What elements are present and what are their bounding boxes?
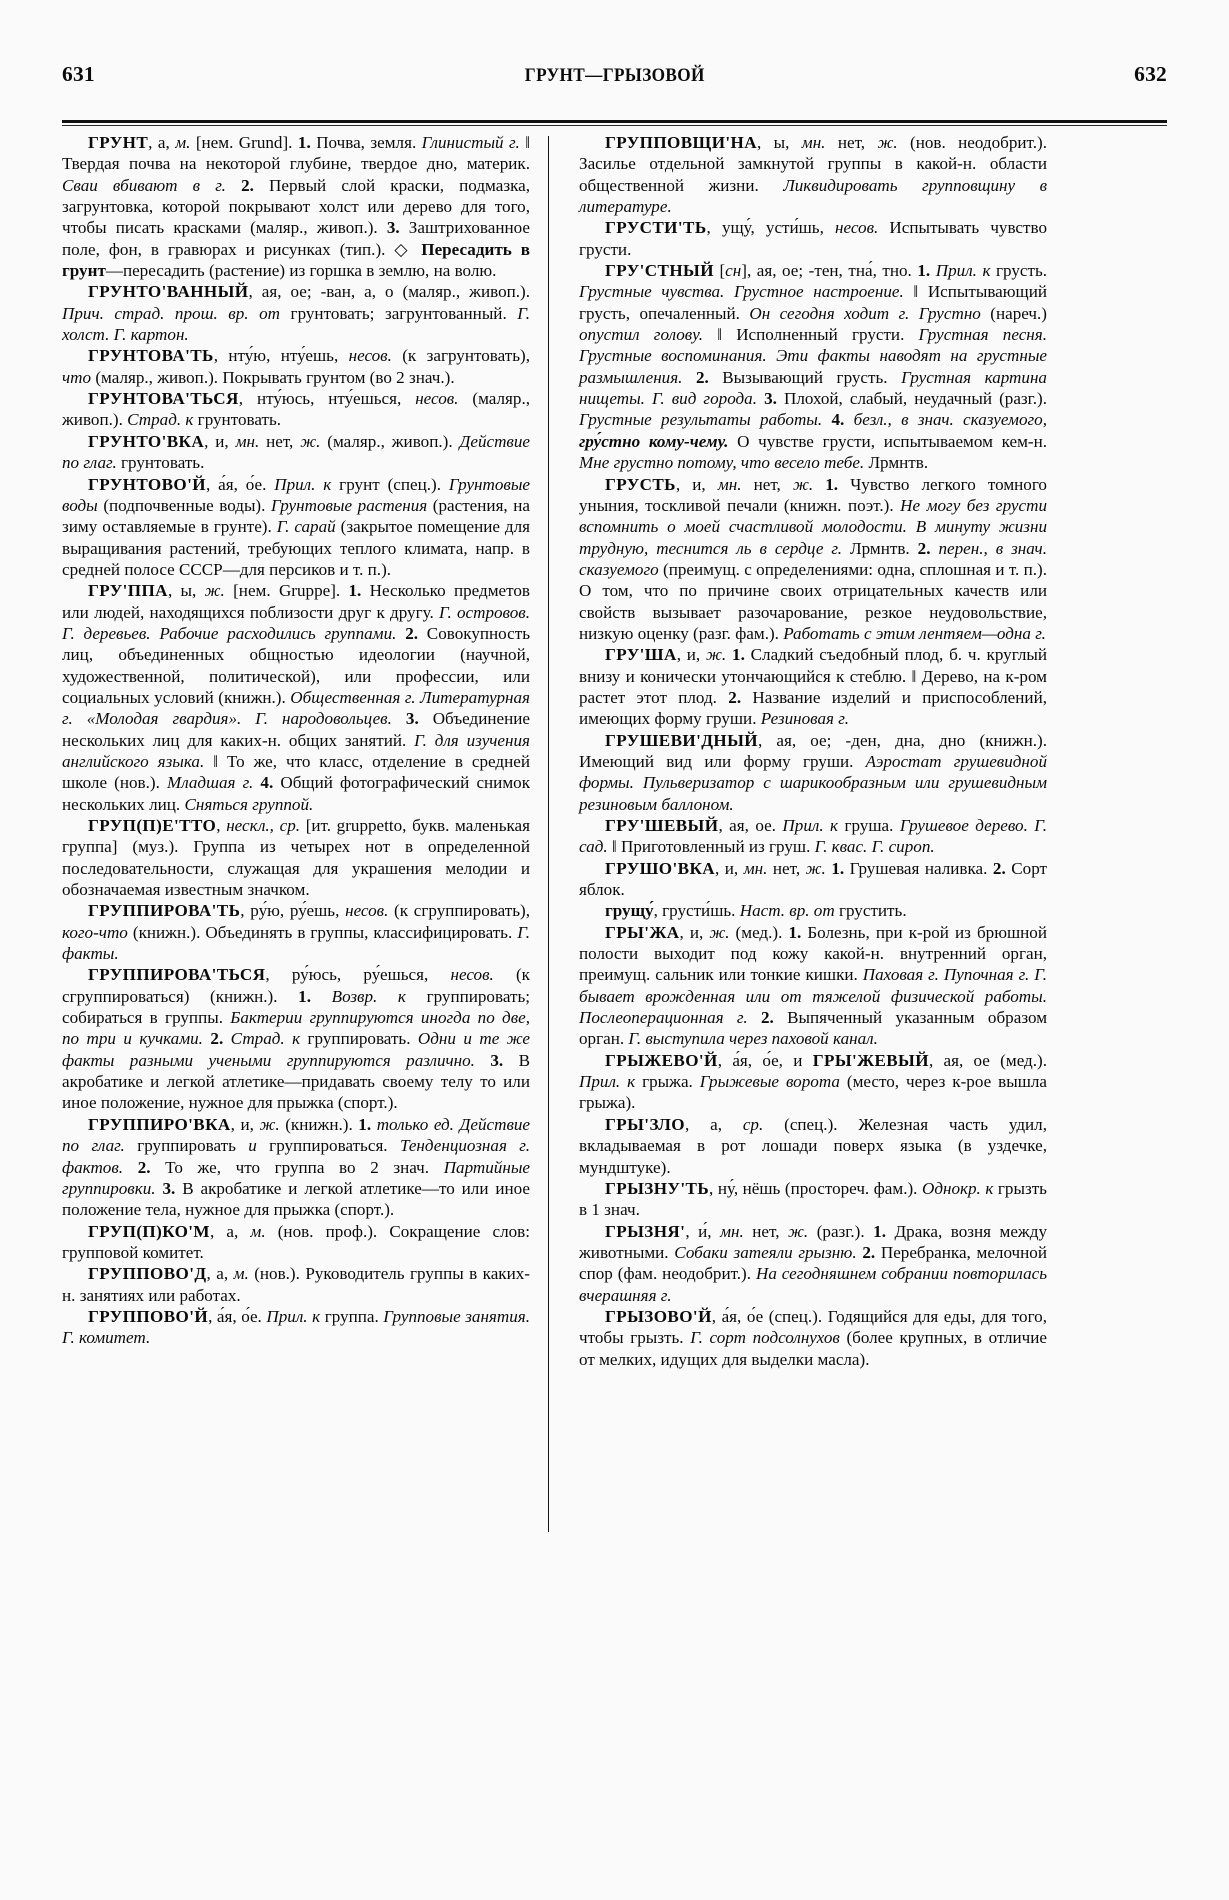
dictionary-entry: ГРУНТОВО'Й, а́я, о́е. Прил. к грунт (спец.). Грунтовые воды (подпочвенные воды). Грунтовые растения (растения, на зиму оставляемые в грунте). Г. сарай (закрытое помещение для выращивания растений, требующих теплого климата, напр. в средней полосе СССР—для персиков и т. п.). <box>62 474 530 579</box>
folio-right: 632 <box>1134 62 1167 86</box>
dictionary-entry: ГРУППОВО'Й, а́я, о́е. Прил. к группа. Групповые занятия. Г. комитет. <box>62 1306 530 1348</box>
dictionary-entry: ГРУППИРОВА'ТЬСЯ, ру́юсь, ру́ешься, несов. (к сгруппироваться) (книжн.). 1. Возвр. к группировать; собираться в группы. Бактерии группируются иногда по две, по три и кучками. 2. Страд. к группировать. Одни и те же факты разными учеными группируются различно. 3. В акробатике и легкой атлетике—придавать своему телу то или иное положение, нужное для прыжка (спорт.). <box>62 965 530 1113</box>
dictionary-entry: ГРУ'СТНЫЙ [сн], ая, ое; -тен, тна́, тно. 1. Прил. к грусть. Грустные чувства. Грустное настроение. ‖ Испытывающий грусть, опечаленный. Он сегодня ходит г. Грустно (нареч.) опустил голову. ‖ Исполненный грусти. Грустная песня. Грустные воспоминания. Эти факты наводят на грустные размышления. 2. Вызывающий грусть. Грустная картина нищеты. Г. вид города. 3. Плохой, слабый, неудачный (разг.). Грустные результаты работы. 4. безл., в знач. сказуемого, гру́стно кому-чему. О чувстве грусти, испытываемом кем-н. Мне грустно потому, что весело тебе. Лрмнтв. <box>579 261 1048 473</box>
page-body <box>62 132 1167 1832</box>
dictionary-entry: ГРУСТЬ, и, мн. нет, ж. 1. Чувство легкого томного уныния, тоскливой печали (книжн. поэт.). Не могу без грусти вспомнить о моей счастливой молодости. В минуту жизни трудную, теснится ль в сердце г. Лрмнтв. 2. перен., в знач. сказуемого (преимущ. с определениями: одна, сплошная и т. п.). О том, что по причине своих отрицательных качеств или свойств вызывает разочарование, резкое неудовольствие, низкую оценку (разг. фам.). Работать с этим лентяем—одна г. <box>579 474 1047 643</box>
dictionary-entry: ГРУППИРОВА'ТЬ, ру́ю, ру́ешь, несов. (к сгруппировать), кого-что (книжн.). Объединять в группы, классифицировать. Г. факты. <box>62 901 530 964</box>
dictionary-entry: грущу́, грусти́шь. Наст. вр. от грустить. <box>605 901 907 921</box>
dictionary-entry: ГРУППИРО'ВКА, и, ж. (книжн.). 1. только ед. Действие по глаг. группировать и группироваться. Тенденциозная г. фактов. 2. То же, что группа во 2 знач. Партийные группировки. 3. В акробатике и легкой атлетике—то или иное положение тела, нужное для прыжка (спорт.). <box>62 1114 531 1220</box>
dictionary-entry: ГРЫЗНУ'ТЬ, ну́, нёшь (простореч. фам.). Однокр. к грызть в 1 знач. <box>579 1178 1047 1220</box>
dictionary-entry: ГРУНТО'ВКА, и, мн. нет, ж. (маляр., живоп.). Действие по глаг. грунтовать. <box>62 431 530 473</box>
dictionary-entry: ГРУППОВЩИ'НА, ы, мн. нет, ж. (нов. неодобрит.). Засилье отдельной замкнутой группы в какой-н. области общественной жизни. Ликвидировать групповщину в литературе. <box>579 133 1047 217</box>
dictionary-entry: ГРУП(П)Е'ТТО, нескл., ср. [ит. gruppetto, букв. маленькая группа] (муз.). Группа из четырех нот в определенной последовательности, служащая для украшения мелодии и обозначаемая известным значком. <box>62 816 530 900</box>
dictionary-entry: ГРУ'ША, и, ж. 1. Сладкий съедобный плод, б. ч. круглый внизу и конически утончающийся к стеблю. ‖ Дерево, на к-ром растет этот плод. 2. Название изделий и приспособлений, имеющих форму груши. Резиновая г. <box>579 645 1047 729</box>
dictionary-entry: ГРУСТИ'ТЬ, ущу́, усти́шь, несов. Испытывать чувство грусти. <box>579 218 1047 259</box>
dictionary-entry: ГРУ'ШЕВЫЙ, ая, ое. Прил. к груша. Грушевое дерево. Г. сад. ‖ Приготовленный из груш. Г. квас. Г. сироп. <box>579 816 1048 857</box>
header-rule-thick <box>62 120 1167 123</box>
dictionary-entry: ГРУ'ППА, ы, ж. [нем. Gruppe]. 1. Несколько предметов или людей, находящихся поблизости друг к другу. Г. островов. Г. деревьев. Рабочие расходились группами. 2. Совокупность лиц, объединенных общностью идеологии (научной, художественной, политической), или профессии, или социальных условий (книжн.). Общественная г. Литературная г. «Молодая гвардия». Г. народовольцев. 3. Объединение нескольких лиц для каких-н. общих занятий. Г. для изучения английского языка. ‖ То же, что класс, отделение в средней школе (нов.). Младшая г. 4. Общий фотографический снимок нескольких лиц. Сняться группой. <box>62 581 531 814</box>
dictionary-entry: ГРУППОВО'Д, а, м. (нов.). Руководитель группы в каких-н. занятиях или работах. <box>62 1264 530 1305</box>
dictionary-entry: ГРУШЕВИ'ДНЫЙ, ая, ое; -ден, дна, дно (книжн.). Имеющий вид или форму груши. Аэростат грушевидной формы. Пульверизатор с шарикообразным или грушевидным резиновым баллоном. <box>579 730 1047 814</box>
dictionary-entry: ГРУНТО'ВАННЫЙ, ая, ое; -ван, а, о (маляр., живоп.). Прич. страд. прош. вр. от грунтовать; загрунтованный. Г. холст. Г. картон. <box>62 282 531 345</box>
header-rule-thin <box>62 125 1167 126</box>
dictionary-entry: ГРУШО'ВКА, и, мн. нет, ж. 1. Грушевая наливка. 2. Сорт яблок. <box>579 858 1047 900</box>
column-left <box>62 132 548 1832</box>
folio-left: 631 <box>62 62 95 86</box>
dictionary-entry: ГРЫЗНЯ', и́, мн. нет, ж. (разг.). 1. Драка, возня между животными. Собаки затеяли грызню. 2. Перебранка, мелочной спор (фам. неодобрит.). На сегодняшнем собрании повторилась вчерашняя г. <box>579 1221 1048 1305</box>
header-rule <box>62 120 1167 127</box>
dictionary-entry: ГРУНТОВА'ТЬСЯ, нту́юсь, нту́ешься, несов. (маляр., живоп.). Страд. к грунтовать. <box>62 389 530 430</box>
dictionary-entry: ГРЫЖЕВО'Й, а́я, о́е, и ГРЫ'ЖЕВЫЙ, ая, ое (мед.). Прил. к грыжа. Грыжевые ворота (место, через к-рое вышла грыжа). <box>579 1050 1047 1113</box>
dictionary-entry: ГРУП(П)КО'М, а, м. (нов. проф.). Сокращение слов: групповой комитет. <box>62 1221 530 1262</box>
dictionary-entry: ГРЫЗОВО'Й, а́я, о́е (спец.). Годящийся для еды, для того, чтобы грызть. Г. сорт подсолнухов (более крупных, в отличие от мелких, идущих для выделки масла). <box>579 1306 1048 1369</box>
column-right <box>549 132 1047 1832</box>
guide-words: ГРУНТ—ГРЫЗОВОЙ <box>524 66 705 86</box>
dictionary-entry: ГРУНТ, а, м. [нем. Grund]. 1. Почва, земля. Глинистый г. ‖ Твердая почва на некоторой глубине, твердое дно, материк. Сваи вбивают в г. 2. Первый слой краски, подмазка, загрунтовка, которой покрывают холст или дерево для того, чтобы писать красками (маляр., живоп.). 3. Заштрихованное поле, фон, в гравюрах и рисунках (тип.). ◇ Пересадить в грунт—пересадить (растение) из горшка в землю, на волю. <box>62 133 531 281</box>
dictionary-entry: ГРЫ'ЗЛО, а, ср. (спец.). Железная часть удил, вкладываемая в рот лошади поверх языка (в уздечке, мундштуке). <box>579 1114 1047 1177</box>
dictionary-entry: ГРЫ'ЖА, и, ж. (мед.). 1. Болезнь, при к-рой из брюшной полости выходит под кожу какой-н. внутренний орган, преимущ. сальник или тонкие кишки. Паховая г. Пупочная г. Г. бывает врожденная или от тяжелой физической работы. Послеоперационная г. 2. Выпяченный указанным образом орган. Г. выступила через паховой канал. <box>579 922 1048 1049</box>
running-head <box>62 62 1167 96</box>
dictionary-entry: ГРУНТОВА'ТЬ, нту́ю, нту́ешь, несов. (к загрунтовать), что (маляр., живоп.). Покрывать грунтом (во 2 знач.). <box>62 346 530 387</box>
